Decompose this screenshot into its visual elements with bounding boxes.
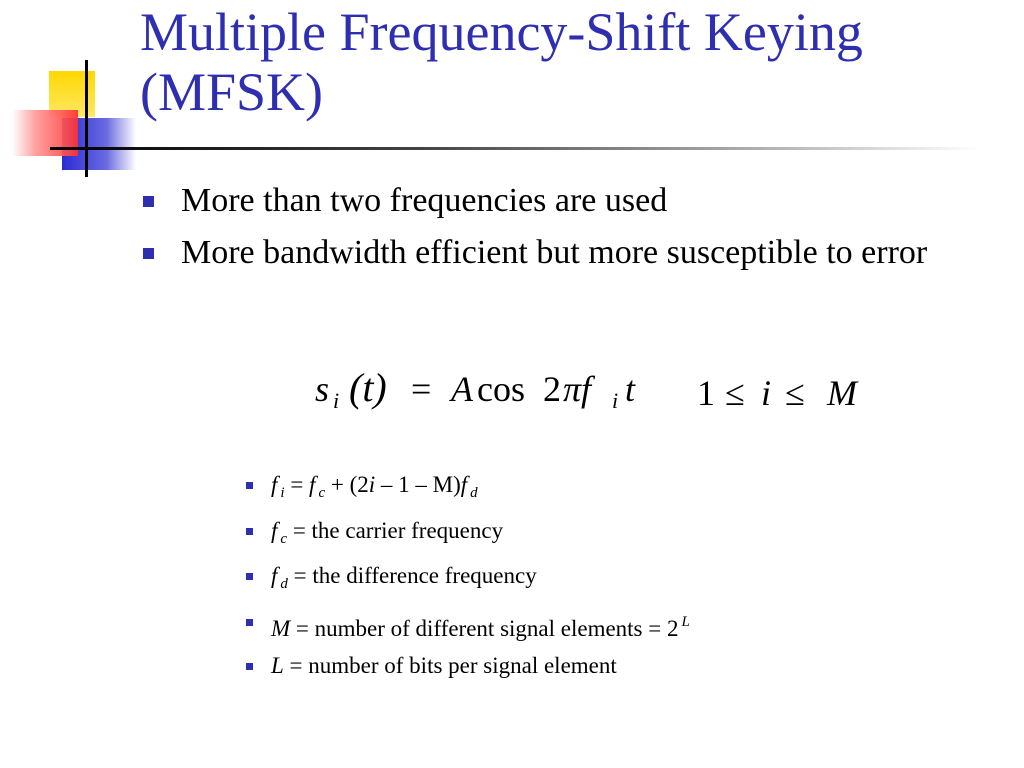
def-symbol: f: [271, 563, 278, 588]
definition-list: [244, 470, 884, 689]
eq-two: 2: [543, 369, 561, 409]
eq-range-le-1: ≤: [725, 373, 745, 413]
eq-f-subscript: i: [612, 388, 619, 413]
eq-s-subscript: i: [333, 388, 340, 413]
eq-t: t: [625, 369, 636, 409]
def-subscript: d: [280, 576, 288, 592]
mfsk-equation: [315, 362, 905, 432]
def-symbol: f: [271, 517, 278, 543]
def-symbol: L: [271, 653, 284, 678]
bullet-square-icon: [246, 619, 253, 626]
def-fd-subscript: d: [470, 485, 478, 501]
def-superscript: L: [681, 613, 690, 630]
eq-cos: cos: [477, 369, 525, 409]
def-fc-symbol: f: [309, 472, 316, 497]
deco-vertical-line: [85, 60, 88, 177]
eq-range-i: i: [761, 373, 772, 413]
bullet-square-icon: [246, 663, 253, 670]
def-text: = number of bits per signal element: [283, 653, 617, 678]
def-fi-subscript: i: [280, 485, 285, 501]
eq-range-M: M: [827, 373, 857, 413]
def-text: = number of different signal elements = 2: [290, 615, 679, 641]
title-underline: [50, 147, 980, 150]
eq-paren-t: (t): [349, 365, 387, 410]
def-symbol: M: [271, 615, 291, 641]
definition-item: [244, 470, 884, 508]
bullet-square-icon: [246, 482, 253, 489]
eq-range-le-2: ≤: [785, 373, 805, 413]
eq-pi-f: πf: [563, 369, 592, 409]
main-bullet-list: [140, 180, 1000, 284]
bullet-item: [140, 232, 1000, 274]
definition-item: [244, 651, 884, 681]
def-text: = the carrier frequency: [287, 517, 504, 543]
def-equals: =: [284, 472, 310, 497]
corner-decoration: [0, 0, 150, 190]
bullet-text: More bandwidth efficient but more susceptible to error: [181, 234, 928, 271]
def-tail: – 1 – M): [375, 472, 461, 497]
def-fc-subscript: c: [318, 485, 326, 501]
def-text: = the difference frequency: [287, 563, 537, 588]
bullet-square-icon: [246, 528, 253, 535]
eq-s: s: [315, 369, 330, 409]
bullet-text: More than two frequencies are used: [181, 182, 668, 219]
bullet-square-icon: [143, 196, 154, 207]
definition-item: [244, 516, 884, 554]
bullet-item: [140, 180, 1000, 222]
def-i-symbol: i: [368, 472, 376, 497]
eq-range-one: 1: [697, 373, 715, 413]
def-fi-symbol: f: [271, 472, 278, 497]
bullet-square-icon: [246, 573, 253, 580]
bullet-square-icon: [143, 248, 154, 259]
slide-title: Multiple Frequency-Shift Keying (MFSK): [140, 2, 863, 122]
def-fd-symbol: f: [460, 472, 468, 497]
def-subscript: c: [280, 530, 288, 547]
eq-A: A: [451, 369, 473, 409]
definition-item: [244, 561, 884, 599]
eq-equals: =: [411, 369, 432, 409]
def-mid: + (2: [325, 472, 369, 497]
definition-item: [244, 607, 884, 644]
